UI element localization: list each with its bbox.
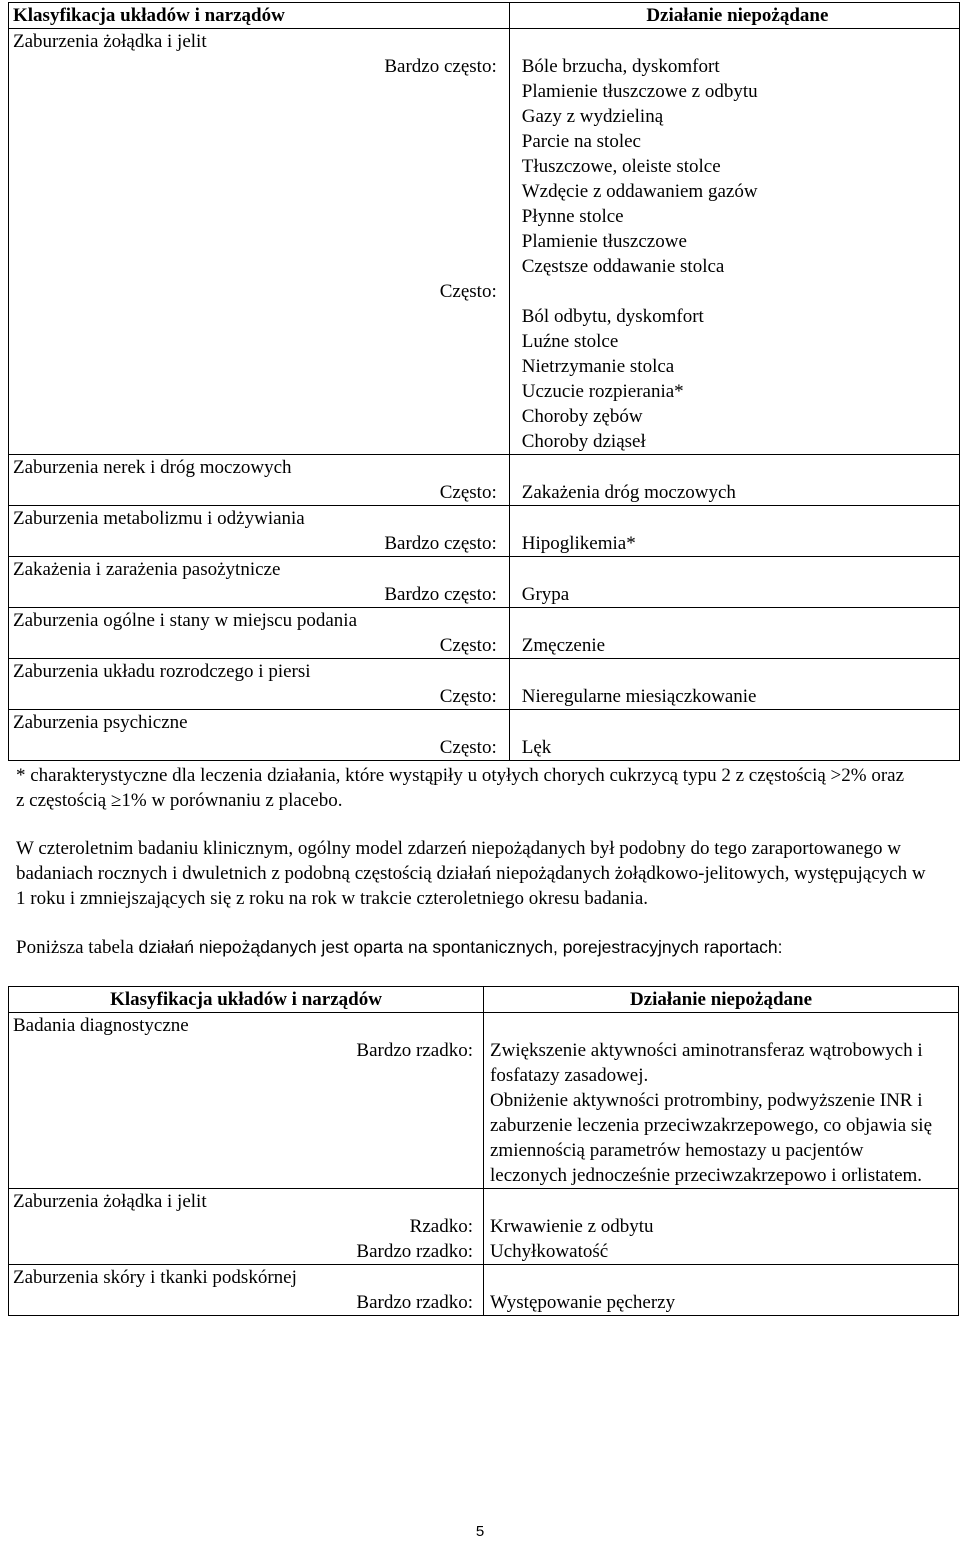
adverse-effects-table-2 [8, 986, 959, 1316]
effect-item: Tłuszczowe, oleiste stolce [521, 156, 721, 177]
frequency-label: Często: [439, 281, 497, 302]
organ-class-name: Zakażenia i zarażenia pasożytnicze [13, 559, 281, 580]
table-intro-sentence [16, 935, 956, 960]
organ-class-name: Badania diagnostyczne [13, 1015, 189, 1036]
effect-item: Występowanie pęcherzy [490, 1292, 676, 1313]
effect-item: Parcie na stolec [521, 131, 641, 152]
organ-class-name: Zaburzenia żołądka i jelit [13, 31, 207, 52]
table-row [9, 1189, 959, 1265]
effect-item: Zmęczenie [521, 635, 606, 656]
body-paragraph: W czteroletnim badaniu klinicznym, ogólny model zdarzeń niepożądanych był podobny do tego zaraportowanego w badaniach rocznych i dwuletnich z podobną częstością działań niepożądanych żołądkowo-jelitowych, występujących w 1 roku i zmniejszających się z roku na rok w trakcie czteroletniego okresu badania. [16, 838, 926, 909]
table-row [9, 1265, 959, 1316]
table-row [9, 557, 960, 608]
effect-item: Obniżenie aktywności protrombiny, podwyższenie INR i zaburzenie leczenia przeciwzakrzepowego, co objawia się zmiennością parametrów hemostazy u pacjentów leczonych jednocześnie przeciwzakrzepowo i orlistatem. [490, 1090, 933, 1186]
table-row [9, 506, 960, 557]
header-adverse-effect: Działanie niepożądane [509, 3, 959, 29]
effect-item: Częstsze oddawanie stolca [521, 256, 725, 277]
effect-item: Uczucie rozpierania* [521, 381, 684, 402]
table-row [9, 455, 960, 506]
table-header-row [9, 987, 959, 1013]
adverse-effects-cell [509, 29, 959, 455]
frequency-label: Często: [439, 482, 497, 503]
frequency-label: Bardzo rzadko: [356, 1241, 473, 1262]
table-footnote: * charakterystyczne dla leczenia działania, które wystąpiły u otyłych chorych cukrzycą typu 2 z częstością >2% oraz z częstością ≥1% w porównaniu z placebo. [16, 765, 905, 811]
table-row [9, 710, 960, 761]
frequency-label: Często: [439, 635, 497, 656]
organ-class-name: Zaburzenia skóry i tkanki podskórnej [13, 1267, 297, 1288]
table-row [9, 659, 960, 710]
header-organ-class: Klasyfikacja układów i narządów [9, 3, 510, 29]
organ-class-cell [9, 29, 510, 455]
organ-class-name: Zaburzenia układu rozrodczego i piersi [13, 661, 311, 682]
effect-item: Luźne stolce [521, 331, 619, 352]
effect-item: Nietrzymanie stolca [521, 356, 675, 377]
organ-class-name: Zaburzenia psychiczne [13, 712, 188, 733]
organ-class-name: Zaburzenia ogólne i stany w miejscu podania [13, 610, 358, 631]
adverse-effects-table-1 [8, 2, 960, 761]
header-organ-class: Klasyfikacja układów i narządów [9, 987, 484, 1013]
frequency-label: Bardzo często: [384, 56, 497, 77]
effect-item: Uchyłkowatość [490, 1241, 609, 1262]
page-number: 5 [475, 1523, 485, 1540]
frequency-label: Często: [439, 737, 497, 758]
effect-item: Zwiększenie aktywności aminotransferaz wątrobowych i fosfatazy zasadowej. [490, 1040, 923, 1086]
table-row [9, 29, 960, 455]
frequency-label: Bardzo często: [384, 533, 497, 554]
effect-item: Grypa [521, 584, 570, 605]
effect-item: Ból odbytu, dyskomfort [521, 306, 704, 327]
organ-class-name: Zaburzenia metabolizmu i odżywiania [13, 508, 305, 529]
effect-item: Choroby dziąseł [521, 431, 646, 452]
intro-part-2: działań niepożądanych jest oparta na spontanicznych, porejestracyjnych raportach: [133, 937, 783, 957]
effect-item: Płynne stolce [521, 206, 624, 227]
effect-item: Nieregularne miesiączkowanie [521, 686, 757, 707]
effect-item: Gazy z wydzieliną [521, 106, 664, 127]
effect-item: Hipoglikemia* [521, 533, 636, 554]
frequency-label: Często: [439, 686, 497, 707]
effect-item: Plamienie tłuszczowe z odbytu [521, 81, 758, 102]
frequency-label: Rzadko: [409, 1216, 473, 1237]
frequency-label: Bardzo rzadko: [356, 1292, 473, 1313]
effect-item: Plamienie tłuszczowe [521, 231, 687, 252]
effect-item: Choroby zębów [521, 406, 643, 427]
effect-item: Bóle brzucha, dyskomfort [521, 56, 720, 77]
intro-part-1: Poniższa tabela [16, 937, 134, 958]
table-row [9, 1013, 959, 1189]
frequency-label: Bardzo często: [384, 584, 497, 605]
frequency-label: Bardzo rzadko: [356, 1040, 473, 1061]
table-header-row [9, 3, 960, 29]
header-adverse-effect: Działanie niepożądane [484, 987, 959, 1013]
organ-class-name: Zaburzenia nerek i dróg moczowych [13, 457, 292, 478]
table-row [9, 608, 960, 659]
effect-item: Lęk [521, 737, 552, 758]
effect-item: Krwawienie z odbytu [490, 1216, 654, 1237]
organ-class-name: Zaburzenia żołądka i jelit [13, 1191, 207, 1212]
effect-item: Zakażenia dróg moczowych [521, 482, 736, 503]
effect-item: Wzdęcie z oddawaniem gazów [521, 181, 758, 202]
